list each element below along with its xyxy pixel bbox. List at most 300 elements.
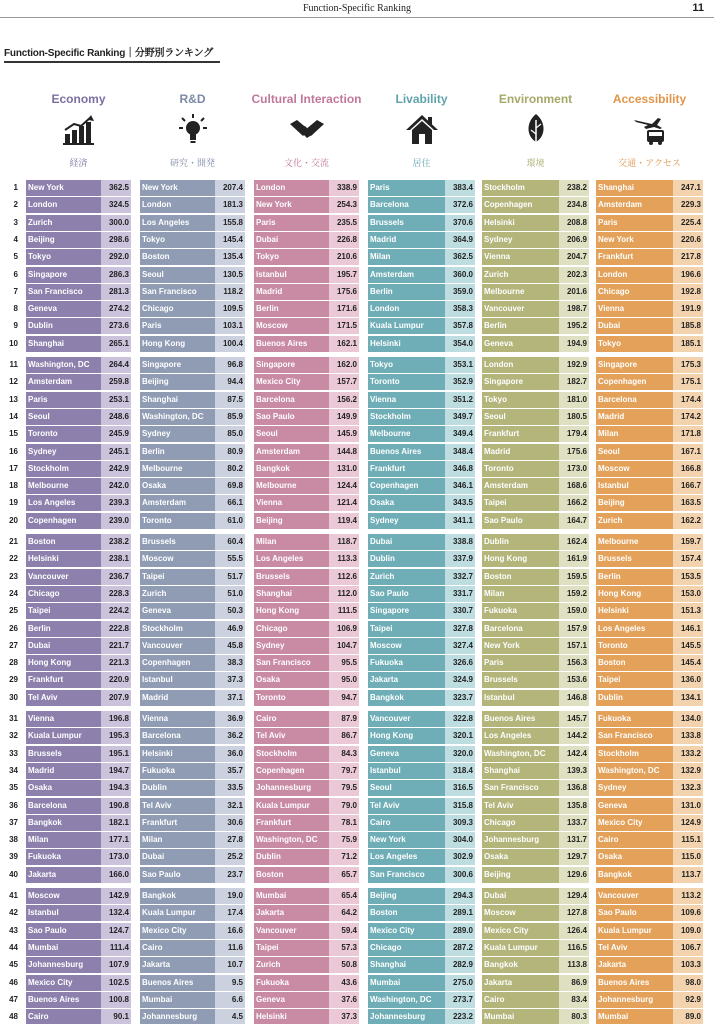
city-name: Jakarta <box>140 957 215 973</box>
score-value: 221.7 <box>101 638 131 654</box>
city-name: Shanghai <box>140 392 215 408</box>
city-name: Istanbul <box>368 763 445 779</box>
category-subtitle-economy: 経済 <box>69 158 88 168</box>
score-value: 45.8 <box>215 638 245 654</box>
category-subtitle-rnd: 研究・開発 <box>169 158 215 168</box>
score-value: 100.4 <box>215 336 245 352</box>
score-value: 220.6 <box>673 232 703 248</box>
city-name: Singapore <box>254 357 329 373</box>
score-value: 27.8 <box>215 832 245 848</box>
city-name: Melbourne <box>26 478 101 494</box>
rank-number: 18 <box>9 481 18 491</box>
score-value: 195.7 <box>329 267 359 283</box>
score-value: 157.7 <box>329 374 359 390</box>
score-value: 273.6 <box>101 318 131 334</box>
score-value: 357.8 <box>445 318 475 334</box>
score-value: 289.0 <box>445 923 475 939</box>
city-name: Osaka <box>26 780 101 796</box>
score-value: 80.9 <box>215 444 245 460</box>
category-title-environment: Environment <box>498 92 573 106</box>
header-divider <box>0 17 714 18</box>
rank-number: 38 <box>9 835 18 845</box>
score-value: 372.6 <box>445 197 475 213</box>
rank-number: 33 <box>9 748 18 758</box>
score-value: 353.1 <box>445 357 475 373</box>
score-value: 287.2 <box>445 940 475 956</box>
score-value: 253.1 <box>101 392 131 408</box>
city-name: Mexico City <box>596 815 673 831</box>
city-name: Paris <box>140 318 215 334</box>
city-name: Milan <box>482 586 559 602</box>
city-name: Tokyo <box>140 232 215 248</box>
city-name: Bangkok <box>368 690 445 706</box>
city-name: Copenhagen <box>482 197 559 213</box>
score-value: 57.3 <box>329 940 359 956</box>
score-value: 349.7 <box>445 409 475 425</box>
score-value: 238.2 <box>559 180 589 196</box>
score-value: 156.2 <box>329 392 359 408</box>
city-name: Boston <box>140 249 215 265</box>
score-value: 37.1 <box>215 690 245 706</box>
score-value: 234.8 <box>559 197 589 213</box>
score-value: 144.8 <box>329 444 359 460</box>
score-value: 64.2 <box>329 905 359 921</box>
score-value: 362.5 <box>101 180 131 196</box>
city-name: Helsinki <box>368 336 445 352</box>
city-name: Berlin <box>254 301 329 317</box>
city-name: Beijing <box>596 495 673 511</box>
score-value: 111.4 <box>101 940 131 956</box>
city-name: Osaka <box>482 849 559 865</box>
score-value: 175.1 <box>673 374 703 390</box>
city-name: Moscow <box>596 461 673 477</box>
score-value: 223.2 <box>445 1009 475 1024</box>
city-name: Singapore <box>140 357 215 373</box>
score-value: 173.0 <box>559 461 589 477</box>
city-name: Stockholm <box>368 409 445 425</box>
score-value: 132.4 <box>101 905 131 921</box>
city-name: Osaka <box>596 849 673 865</box>
score-value: 338.9 <box>329 180 359 196</box>
city-name: Kuala Lumpur <box>368 318 445 334</box>
score-value: 161.9 <box>559 551 589 567</box>
city-name: San Francisco <box>368 867 445 883</box>
score-value: 175.6 <box>329 284 359 300</box>
city-name: Mexico City <box>254 374 329 390</box>
city-name: Los Angeles <box>368 849 445 865</box>
score-value: 337.9 <box>445 551 475 567</box>
rank-number: 4 <box>13 234 18 244</box>
score-value: 153.5 <box>673 569 703 585</box>
city-name: Zurich <box>140 586 215 602</box>
city-name: Chicago <box>596 284 673 300</box>
score-value: 354.0 <box>445 336 475 352</box>
city-name: Brussels <box>596 551 673 567</box>
city-name: Dubai <box>140 849 215 865</box>
city-name: Tokyo <box>368 357 445 373</box>
score-value: 201.6 <box>559 284 589 300</box>
city-name: Moscow <box>254 318 329 334</box>
score-value: 202.3 <box>559 267 589 283</box>
city-name: Los Angeles <box>596 621 673 637</box>
city-name: Kuala Lumpur <box>140 905 215 921</box>
rank-number: 34 <box>9 765 18 775</box>
city-name: Brussels <box>482 672 559 688</box>
city-name: Tel Aviv <box>26 690 101 706</box>
city-name: New York <box>140 180 215 196</box>
score-value: 19.0 <box>215 888 245 904</box>
city-name: Melbourne <box>482 284 559 300</box>
city-name: Fukuoka <box>26 849 101 865</box>
city-name: Sydney <box>482 232 559 248</box>
city-name: Frankfurt <box>140 815 215 831</box>
score-value: 302.9 <box>445 849 475 865</box>
city-name: Melbourne <box>140 461 215 477</box>
score-value: 318.4 <box>445 763 475 779</box>
score-value: 185.8 <box>673 318 703 334</box>
score-value: 191.9 <box>673 301 703 317</box>
rank-number: 45 <box>9 960 18 970</box>
city-name: Johannesburg <box>596 992 673 1008</box>
score-value: 264.4 <box>101 357 131 373</box>
city-name: London <box>140 197 215 213</box>
score-value: 167.1 <box>673 444 703 460</box>
city-name: Los Angeles <box>482 728 559 744</box>
score-value: 59.4 <box>329 923 359 939</box>
score-value: 324.9 <box>445 672 475 688</box>
rank-number: 3 <box>13 217 18 227</box>
city-name: Buenos Aires <box>254 336 329 352</box>
city-name: Moscow <box>140 551 215 567</box>
rank-number: 8 <box>13 304 18 314</box>
city-name: Shanghai <box>368 957 445 973</box>
score-value: 294.3 <box>445 888 475 904</box>
city-name: Barcelona <box>482 621 559 637</box>
score-value: 50.8 <box>329 957 359 973</box>
city-name: Melbourne <box>368 426 445 442</box>
city-name: Paris <box>596 215 673 231</box>
city-name: Geneva <box>254 992 329 1008</box>
score-value: 16.6 <box>215 923 245 939</box>
score-value: 159.2 <box>559 586 589 602</box>
score-value: 180.5 <box>559 409 589 425</box>
city-name: Vancouver <box>26 569 101 585</box>
city-name: Fukuoka <box>482 603 559 619</box>
score-value: 204.7 <box>559 249 589 265</box>
city-name: Milan <box>596 426 673 442</box>
score-value: 315.8 <box>445 798 475 814</box>
score-value: 292.0 <box>101 249 131 265</box>
rank-number: 12 <box>9 377 18 387</box>
score-value: 195.2 <box>559 318 589 334</box>
city-name: Shanghai <box>26 336 101 352</box>
score-value: 192.9 <box>559 357 589 373</box>
score-value: 84.3 <box>329 746 359 762</box>
rank-number: 35 <box>9 783 18 793</box>
score-value: 164.7 <box>559 513 589 529</box>
score-value: 235.5 <box>329 215 359 231</box>
score-value: 6.6 <box>215 992 245 1008</box>
city-name: Milan <box>368 249 445 265</box>
score-value: 309.3 <box>445 815 475 831</box>
city-name: Boston <box>596 655 673 671</box>
city-name: Moscow <box>26 888 101 904</box>
city-name: Fukuoka <box>254 975 329 991</box>
page-number: 11 <box>692 2 704 14</box>
category-title-rnd: R&D <box>179 92 206 106</box>
city-name: Stockholm <box>254 746 329 762</box>
city-name: Zurich <box>482 267 559 283</box>
score-value: 275.0 <box>445 975 475 991</box>
score-value: 60.4 <box>215 534 245 550</box>
city-name: Madrid <box>368 232 445 248</box>
score-value: 95.0 <box>329 672 359 688</box>
city-name: Cairo <box>482 992 559 1008</box>
city-name: Istanbul <box>26 905 101 921</box>
city-name: Cairo <box>140 940 215 956</box>
category-title-culture: Cultural Interaction <box>251 92 362 106</box>
score-value: 174.2 <box>673 409 703 425</box>
city-name: Amsterdam <box>482 478 559 494</box>
city-name: Chicago <box>482 815 559 831</box>
score-value: 109.6 <box>673 905 703 921</box>
rank-number: 48 <box>9 1012 18 1022</box>
score-value: 322.8 <box>445 711 475 727</box>
city-name: Washington, DC <box>596 763 673 779</box>
city-name: Boston <box>26 534 101 550</box>
score-value: 145.5 <box>673 638 703 654</box>
score-value: 98.0 <box>673 975 703 991</box>
city-name: Johannesburg <box>26 957 101 973</box>
rank-number: 40 <box>9 869 18 879</box>
score-value: 133.8 <box>673 728 703 744</box>
rank-number: 22 <box>9 554 18 564</box>
score-value: 80.3 <box>559 1009 589 1024</box>
city-name: Madrid <box>596 409 673 425</box>
city-name: Dubai <box>26 638 101 654</box>
city-name: Seoul <box>26 409 101 425</box>
city-name: Hong Kong <box>254 603 329 619</box>
city-name: Kuala Lumpur <box>596 923 673 939</box>
city-name: Beijing <box>140 374 215 390</box>
city-name: Istanbul <box>596 478 673 494</box>
city-name: Stockholm <box>482 180 559 196</box>
rank-number: 27 <box>9 640 18 650</box>
city-name: Vancouver <box>482 301 559 317</box>
rank-number: 19 <box>9 498 18 508</box>
score-value: 135.8 <box>559 798 589 814</box>
city-name: Vienna <box>482 249 559 265</box>
city-name: Copenhagen <box>596 374 673 390</box>
city-name: London <box>254 180 329 196</box>
score-value: 142.4 <box>559 746 589 762</box>
score-value: 121.4 <box>329 495 359 511</box>
category-subtitle-culture: 文化・交流 <box>283 158 329 168</box>
city-name: Bangkok <box>26 815 101 831</box>
score-value: 168.6 <box>559 478 589 494</box>
city-name: Sao Paulo <box>140 867 215 883</box>
city-name: Mexico City <box>368 923 445 939</box>
city-name: Toronto <box>482 461 559 477</box>
score-value: 23.7 <box>215 867 245 883</box>
city-name: Washington, DC <box>254 832 329 848</box>
score-value: 247.1 <box>673 180 703 196</box>
score-value: 383.4 <box>445 180 475 196</box>
bar-chart-icon <box>61 112 97 148</box>
city-name: Dublin <box>254 849 329 865</box>
city-name: Mexico City <box>140 923 215 939</box>
city-name: Tokyo <box>482 392 559 408</box>
score-value: 195.3 <box>101 728 131 744</box>
city-name: Shanghai <box>254 586 329 602</box>
rank-number: 5 <box>13 252 18 262</box>
score-value: 194.9 <box>559 336 589 352</box>
city-name: Helsinki <box>140 746 215 762</box>
score-value: 221.3 <box>101 655 131 671</box>
rank-number: 1 <box>13 183 18 192</box>
score-value: 239.0 <box>101 513 131 529</box>
city-name: Madrid <box>482 444 559 460</box>
score-value: 139.3 <box>559 763 589 779</box>
city-name: Madrid <box>140 690 215 706</box>
score-value: 109.5 <box>215 301 245 317</box>
rank-number: 2 <box>13 200 18 210</box>
score-value: 194.7 <box>101 763 131 779</box>
city-name: Geneva <box>26 301 101 317</box>
score-value: 146.8 <box>559 690 589 706</box>
score-value: 349.4 <box>445 426 475 442</box>
city-name: Dubai <box>596 318 673 334</box>
score-value: 259.8 <box>101 374 131 390</box>
score-value: 265.1 <box>101 336 131 352</box>
city-name: Mexico City <box>26 975 101 991</box>
city-name: Johannesburg <box>254 780 329 796</box>
city-name: Buenos Aires <box>26 992 101 1008</box>
rank-number: 20 <box>9 515 18 525</box>
city-name: Sao Paulo <box>596 905 673 921</box>
score-value: 115.1 <box>673 832 703 848</box>
city-name: Tokyo <box>26 249 101 265</box>
city-name: Tel Aviv <box>482 798 559 814</box>
score-value: 166.0 <box>101 867 131 883</box>
rank-number: 43 <box>9 925 18 935</box>
city-name: Vienna <box>140 711 215 727</box>
score-value: 153.6 <box>559 672 589 688</box>
score-value: 159.0 <box>559 603 589 619</box>
score-value: 304.0 <box>445 832 475 848</box>
running-header-title: Function-Specific Ranking <box>302 3 412 14</box>
rank-number: 41 <box>9 891 18 900</box>
score-value: 228.3 <box>101 586 131 602</box>
city-name: Chicago <box>368 940 445 956</box>
city-name: Toronto <box>596 638 673 654</box>
score-value: 107.9 <box>101 957 131 973</box>
city-name: Cairo <box>26 1009 101 1024</box>
score-value: 225.4 <box>673 215 703 231</box>
score-value: 358.3 <box>445 301 475 317</box>
rank-number: 39 <box>9 852 18 862</box>
score-value: 159.7 <box>673 534 703 550</box>
score-value: 126.4 <box>559 923 589 939</box>
city-name: Barcelona <box>368 197 445 213</box>
city-name: Geneva <box>596 798 673 814</box>
city-name: New York <box>368 832 445 848</box>
rank-number: 10 <box>9 338 18 348</box>
city-name: Paris <box>482 655 559 671</box>
score-value: 103.3 <box>673 957 703 973</box>
rank-number: 46 <box>9 977 18 987</box>
score-value: 61.0 <box>215 513 245 529</box>
score-value: 282.9 <box>445 957 475 973</box>
score-value: 85.0 <box>215 426 245 442</box>
score-value: 324.5 <box>101 197 131 213</box>
city-name: Dubai <box>368 534 445 550</box>
city-name: Singapore <box>368 603 445 619</box>
city-name: Sydney <box>140 426 215 442</box>
lightbulb-icon <box>175 112 211 148</box>
rank-number: 28 <box>9 658 18 668</box>
city-name: Mumbai <box>140 992 215 1008</box>
score-value: 43.6 <box>329 975 359 991</box>
score-value: 50.3 <box>215 603 245 619</box>
score-value: 124.9 <box>673 815 703 831</box>
city-name: Zurich <box>368 569 445 585</box>
score-value: 127.8 <box>559 905 589 921</box>
score-value: 94.7 <box>329 690 359 706</box>
city-name: Toronto <box>140 513 215 529</box>
rank-number: 31 <box>9 714 18 723</box>
score-value: 94.4 <box>215 374 245 390</box>
city-name: Helsinki <box>482 215 559 231</box>
score-value: 320.1 <box>445 728 475 744</box>
score-value: 298.6 <box>101 232 131 248</box>
city-name: Jakarta <box>26 867 101 883</box>
rank-number: 47 <box>9 994 18 1004</box>
score-value: 4.5 <box>215 1009 245 1024</box>
city-name: Istanbul <box>482 690 559 706</box>
city-name: Toronto <box>254 690 329 706</box>
score-value: 175.3 <box>673 357 703 373</box>
score-value: 210.6 <box>329 249 359 265</box>
city-name: Cairo <box>368 815 445 831</box>
score-value: 37.3 <box>215 672 245 688</box>
city-name: Osaka <box>368 495 445 511</box>
score-value: 132.9 <box>673 763 703 779</box>
city-name: Taipei <box>368 621 445 637</box>
score-value: 65.4 <box>329 888 359 904</box>
city-name: Berlin <box>26 621 101 637</box>
city-name: New York <box>482 638 559 654</box>
city-name: Sao Paulo <box>368 586 445 602</box>
score-value: 36.9 <box>215 711 245 727</box>
city-name: Zurich <box>26 215 101 231</box>
score-value: 242.0 <box>101 478 131 494</box>
score-value: 109.0 <box>673 923 703 939</box>
city-name: Madrid <box>26 763 101 779</box>
score-value: 239.3 <box>101 495 131 511</box>
score-value: 130.5 <box>215 267 245 283</box>
score-value: 157.1 <box>559 638 589 654</box>
score-value: 145.4 <box>673 655 703 671</box>
city-name: Geneva <box>482 336 559 352</box>
score-value: 100.8 <box>101 992 131 1008</box>
city-name: Johannesburg <box>140 1009 215 1024</box>
city-name: Amsterdam <box>254 444 329 460</box>
score-value: 254.3 <box>329 197 359 213</box>
city-name: Mumbai <box>482 1009 559 1024</box>
rank-number: 15 <box>9 429 18 439</box>
score-value: 162.1 <box>329 336 359 352</box>
